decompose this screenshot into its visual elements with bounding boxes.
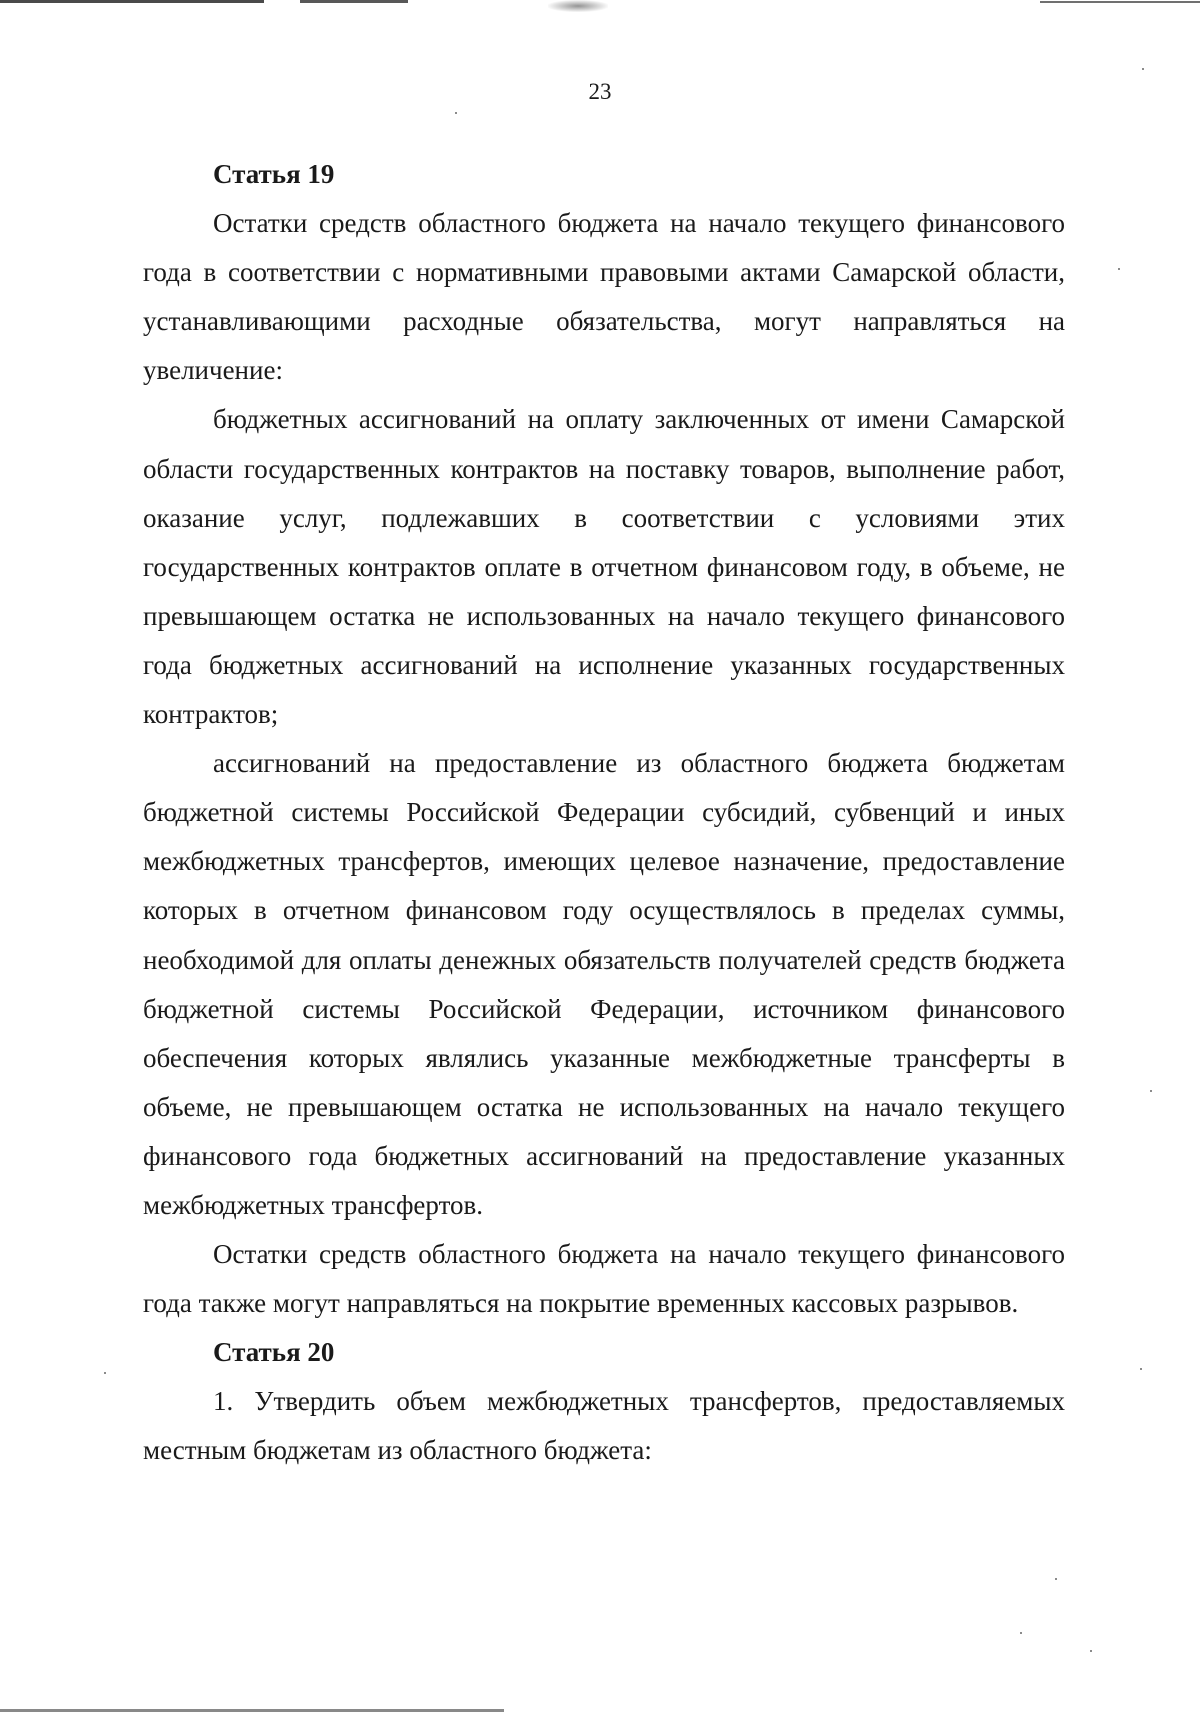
scan-artifact-top-right: [1040, 1, 1200, 3]
article-19-paragraph-4: Остатки средств областного бюджета на начало текущего финансового года также могут направляться на покрытие временных кассовых разрывов.: [143, 1239, 1065, 1319]
article-20-paragraph-1: 1. Утвердить объем межбюджетных трансфертов, предоставляемых местным бюджетам из областного бюджета:: [143, 1386, 1065, 1466]
document-body: [143, 150, 1065, 1476]
scan-dot: [1142, 68, 1144, 70]
scan-dot: [1118, 268, 1120, 270]
scan-dot: [1140, 1368, 1142, 1370]
page-number: 23: [588, 79, 612, 104]
article-19-heading: Статья 19: [213, 159, 335, 189]
article-19-paragraph-2: бюджетных ассигнований на оплату заключенных от имени Самарской области государственных контрактов на поставку товаров, выполнение работ, оказание услуг, подлежавших в соответствии с условиями этих государственных контрактов оплате в отчетном финансовом году, в объеме, не превышающем остатка не использованных на начало текущего финансового года бюджетных ассигнований на исполнение указанных государственных контрактов;: [143, 404, 1065, 730]
article-19-paragraph-1: Остатки средств областного бюджета на начало текущего финансового года в соответствии с нормативными правовыми актами Самарской области, устанавливающими расходные обязательства, могут направляться на увеличение:: [143, 208, 1065, 386]
scan-dot: [1055, 1578, 1057, 1580]
article-20-heading: Статья 20: [213, 1337, 335, 1368]
scan-dot: [104, 1372, 106, 1374]
scan-dot: [455, 112, 457, 114]
scan-dot: [1150, 1090, 1152, 1092]
article-19-paragraph-3: ассигнований на предоставление из областного бюджета бюджетам бюджетной системы Российской Федерации субсидий, субвенций и иных межбюджетных трансфертов, имеющих целевое назначение, предоставление которых в отчетном финансовом году осуществлялось в пределах суммы, необходимой для оплаты денежных обязательств получателей средств бюджета бюджетной системы Российской Федерации, источником финансового обеспечения которых являлись указанные межбюджетные трансферты в объеме, не превышающем остатка не использованных на начало текущего финансового года бюджетных ассигнований на предоставление указанных межбюджетных трансфертов.: [143, 748, 1065, 1220]
scan-dot: [1020, 1632, 1022, 1634]
scan-artifact-speck: [548, 0, 608, 12]
scan-dot: [1090, 1650, 1092, 1652]
